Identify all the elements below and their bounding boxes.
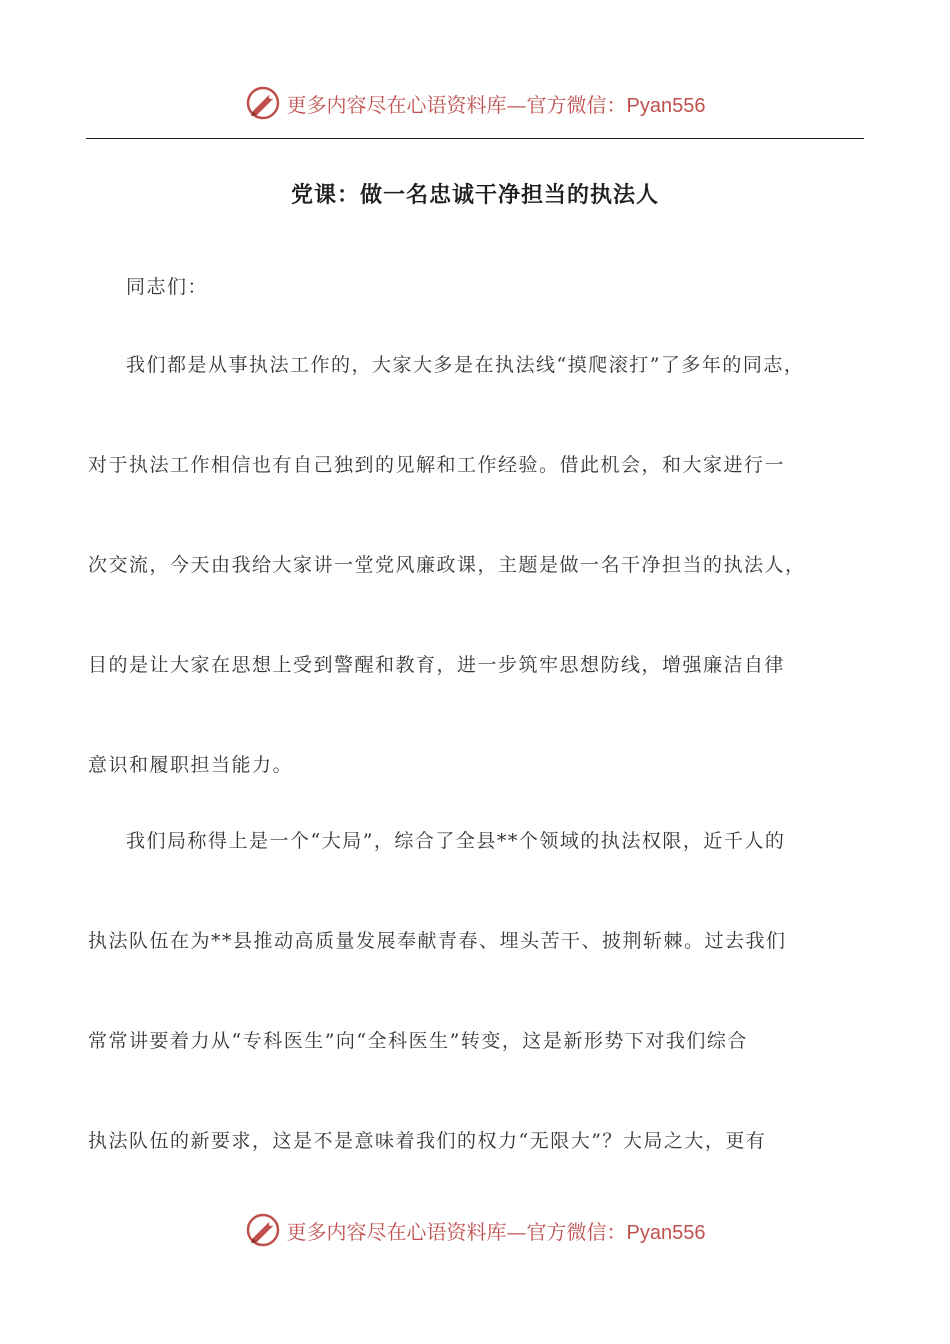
body-line: 次交流，今天由我给大家讲一堂党风廉政课，主题是做一名干净担当的执法人， <box>88 554 806 576</box>
footer-banner-text <box>287 1216 706 1245</box>
body-line: 目的是让大家在思想上受到警醒和教育，进一步筑牢思想防线，增强廉洁自律 <box>88 654 786 676</box>
header-banner <box>0 83 950 123</box>
footer-banner-wechat: Pyan556 <box>626 1221 706 1244</box>
header-banner-label: 更多内容尽在心语资料库—官方微信： <box>286 92 627 117</box>
body-line: 对于执法工作相信也有自己独到的见解和工作经验。借此机会，和大家进行一 <box>88 454 786 476</box>
footer-banner-label: 更多内容尽在心语资料库—官方微信： <box>286 1219 627 1244</box>
body-line: 执法队伍在为**县推动高质量发展奉献青春、埋头苦干、披荆斩棘。过去我们 <box>88 930 787 952</box>
header-banner-text <box>287 89 706 118</box>
body-line: 我们局称得上是一个“大局”，综合了全县**个领域的执法权限，近千人的 <box>126 830 786 852</box>
footer-banner <box>0 1210 950 1250</box>
body-line: 同志们： <box>126 276 209 298</box>
body-line: 我们都是从事执法工作的，大家大多是在执法线“摸爬滚打”了多年的同志， <box>126 354 805 376</box>
header-banner-wechat: Pyan556 <box>626 94 706 117</box>
body-line: 意识和履职担当能力。 <box>88 754 294 776</box>
body-line: 执法队伍的新要求，这是不是意味着我们的权力“无限大”？大局之大，更有 <box>88 1130 767 1152</box>
pen-logo-icon <box>245 1212 281 1248</box>
body-line: 常常讲要着力从“专科医生”向“全科医生”转变，这是新形势下对我们综合 <box>88 1030 748 1052</box>
pen-logo-icon <box>245 85 281 121</box>
header-divider <box>86 138 864 139</box>
document-title: 党课：做一名忠诚干净担当的执法人 <box>290 182 659 208</box>
